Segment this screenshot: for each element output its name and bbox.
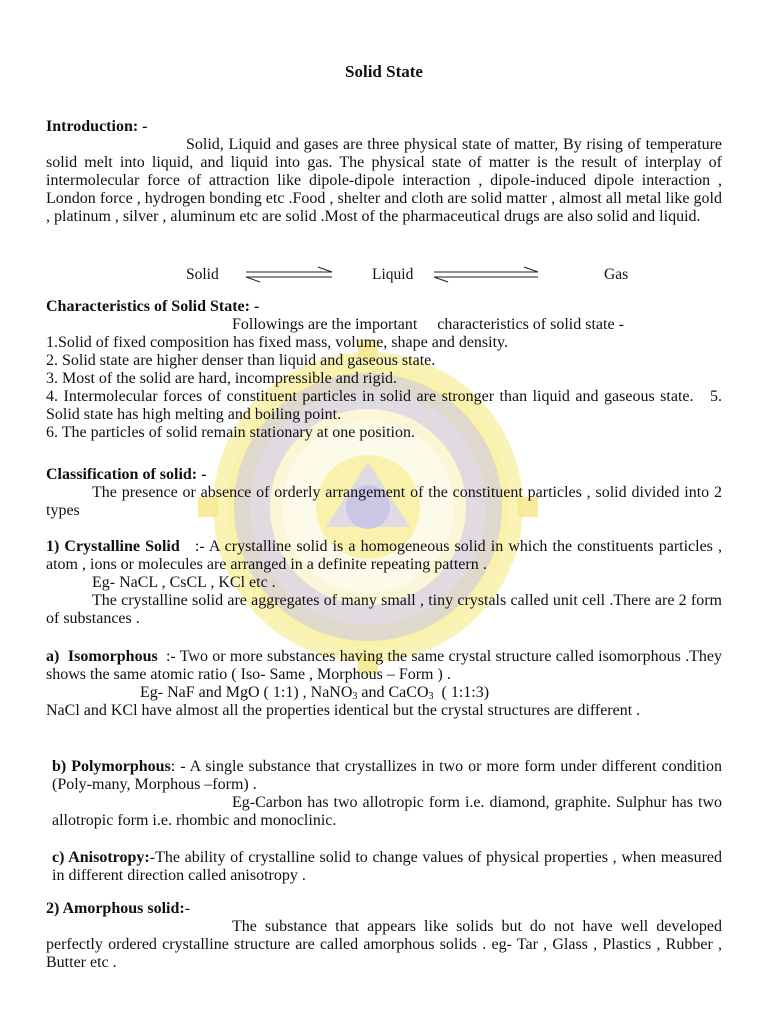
characteristic-item: 6. The particles of solid remain stationary at one position. (46, 424, 415, 441)
intro-text: Solid, Liquid and gases are three physical state of matter, By rising of temperature solid melt into liquid, and liquid into gas. The physical state of matter is the result of interplay of intermolecular force of attraction like dipole-dipole interaction , dipole-induced dipole interaction , London force , hydrogen bonding etc .Food , shelter and cloth are solid matter , almost all metal like gold , platinum , silver , aluminum etc are solid .Most of the pharmaceutical drugs are also solid and liquid. (46, 136, 722, 225)
crystalline-examples: Eg- NaCL , CsCL , KCl etc . (92, 574, 276, 591)
characteristics-lead: Followings are the important characteristics of solid state - (232, 316, 624, 333)
anisotropy-heading: c) Anisotropy: (52, 849, 150, 866)
anisotropy-section (52, 849, 722, 885)
page-title: Solid State (345, 62, 423, 81)
amorphous-heading: 2) Amorphous solid: (46, 900, 185, 917)
amorphous-section (46, 900, 722, 972)
polymorphous-text: : - A single substance that crystallizes in two or more form under different condition (Poly-many, Morphous –form) . (52, 758, 723, 793)
characteristic-item: 1.Solid of fixed composition has fixed mass, volume, shape and density. (46, 334, 509, 351)
crystalline-heading: 1) Crystalline Solid (46, 538, 180, 555)
crystalline-section (46, 538, 722, 628)
characteristic-item: 4. Intermolecular forces of constituent particles in solid are stronger than liquid and gaseous state. 5. Solid state has high melting and boiling point. (46, 388, 726, 423)
phase-equilibrium (0, 264, 768, 288)
isomorphous-section (46, 648, 722, 720)
characteristic-item: 2. Solid state are higher denser than liquid and gaseous state. (46, 352, 436, 369)
phase-liquid: Liquid (372, 266, 414, 283)
characteristics-section (46, 298, 726, 442)
equilibrium-arrow-icon (244, 266, 336, 284)
intro-heading: Introduction: - (46, 118, 148, 135)
crystalline-text-2: The crystalline solid are aggregates of many small , tiny crystals called unit cell .There are 2 form of substances . (46, 592, 722, 627)
crystalline-text: :- A crystalline solid is a homogeneous solid in which the constituents particles , atom , ions or molecules are arranged in a definite repeating pattern . (46, 538, 723, 573)
characteristic-item: 3. Most of the solid are hard, incompressible and rigid. (46, 370, 398, 387)
amorphous-text: The substance that appears like solids but do not have well developed perfectly ordered crystalline structure are called amorphous solids . eg- Tar , Glass , Plastics , Rubber , Butter etc . (46, 918, 722, 971)
classification-text: The presence or absence of orderly arrangement of the constituent particles , solid divided into 2 types (46, 484, 722, 519)
characteristics-heading: Characteristics of Solid State: - (46, 298, 260, 315)
equilibrium-arrow-icon (432, 266, 542, 284)
intro-section (46, 118, 722, 226)
amorphous-dash: - (184, 900, 191, 917)
anisotropy-text: -The ability of crystalline solid to change values of physical properties , when measured in different direction called anisotropy . (52, 849, 722, 884)
phase-solid: Solid (186, 266, 219, 283)
classification-section (46, 466, 722, 520)
polymorphous-example: Eg-Carbon has two allotropic form i.e. diamond, graphite. Sulphur has two allotropic form i.e. rhombic and monoclinic. (52, 794, 722, 829)
isomorphous-examples: Eg- NaF and MgO ( 1:1) , NaNO$_3$ and CaCO$_3$ ( 1:1:3) (140, 684, 490, 702)
isomorphous-note: NaCl and KCl have almost all the properties identical but the crystal structures are different . (46, 702, 641, 719)
classification-heading: Classification of solid: - (46, 466, 207, 483)
polymorphous-heading: b) Polymorphous (52, 758, 171, 775)
isomorphous-text: :- Two or more substances having the same crystal structure called isomorphous .They shows the same atomic ratio ( Iso- Same , Morphous – Form ) . (46, 648, 722, 683)
isomorphous-heading: a) Isomorphous (46, 648, 158, 665)
phase-gas: Gas (604, 266, 629, 283)
polymorphous-section (52, 758, 722, 830)
